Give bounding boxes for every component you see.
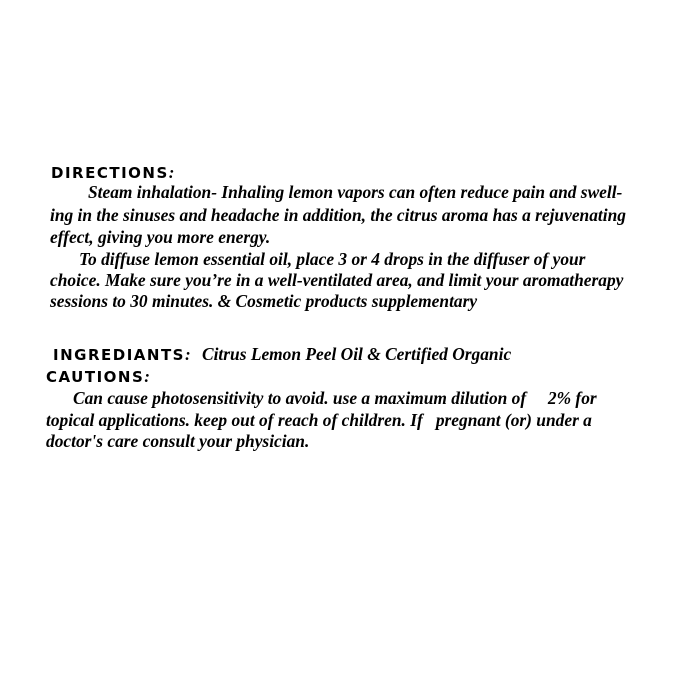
cautions-heading-colon: : (144, 367, 150, 386)
directions-line: Steam inhalation- Inhaling lemon vapors can often reduce pain and swell- (88, 182, 623, 202)
cautions-line: doctor's care consult your physician. (46, 431, 310, 451)
cautions-line: topical applications. keep out of reach of children. If pregnant (or) under a (46, 410, 592, 430)
directions-line: choice. Make sure you’re in a well-ventilated area, and limit your aromatherapy (50, 270, 624, 290)
ingredients-heading-colon: : (184, 345, 191, 364)
cautions-heading (46, 367, 150, 387)
ingredients-heading (53, 345, 191, 365)
ingredients-text: Citrus Lemon Peel Oil & Certified Organic (202, 344, 512, 364)
directions-heading-text: DIRECTIONS (51, 164, 169, 182)
directions-heading-colon: : (168, 163, 175, 182)
ingredients-heading-text: INGREDIANTS (53, 346, 185, 364)
directions-line: effect, giving you more energy. (50, 227, 271, 247)
directions-line: ing in the sinuses and headache in addition, the citrus aroma has a rejuvenating (50, 205, 626, 225)
directions-heading (51, 163, 174, 183)
cautions-line: Can cause photosensitivity to avoid. use a maximum dilution of 2% for (73, 388, 597, 408)
directions-line: sessions to 30 minutes. & Cosmetic products supplementary (50, 291, 478, 311)
directions-line: To diffuse lemon essential oil, place 3 or 4 drops in the diffuser of your (79, 249, 586, 269)
cautions-heading-text: CAUTIONS (46, 368, 145, 386)
